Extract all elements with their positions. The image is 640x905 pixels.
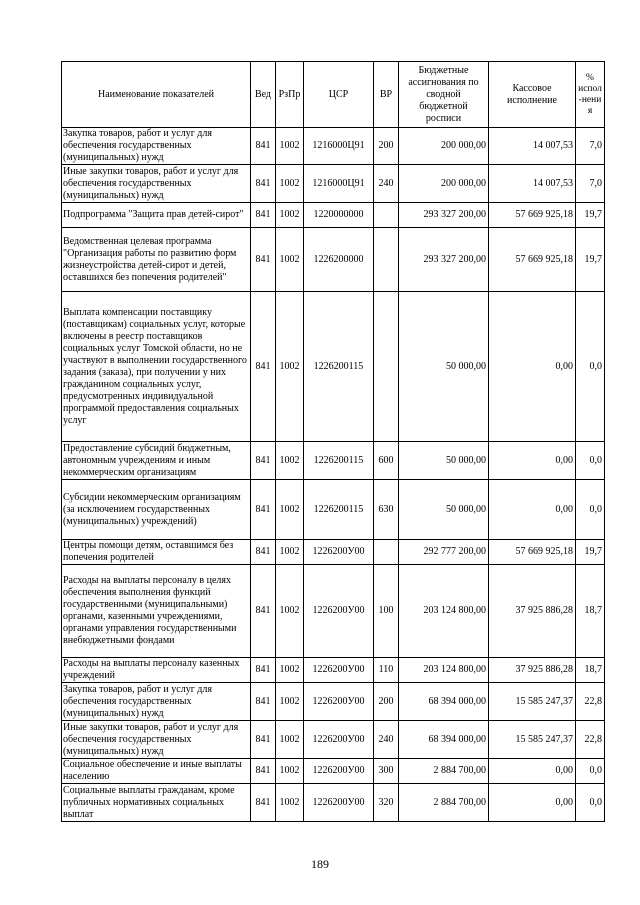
cash-value: 0,00 xyxy=(489,784,576,822)
csr-code: 1226200У00 xyxy=(304,784,374,822)
indicator-name: Расходы на выплаты персоналу казенных учреждений xyxy=(62,658,251,683)
table-row xyxy=(62,658,605,683)
header-rzpr: РзПр xyxy=(276,62,304,128)
assignments-value: 2 884 700,00 xyxy=(399,759,489,784)
ved-code: 841 xyxy=(251,721,276,759)
percent-value: 19,7 xyxy=(576,203,605,228)
percent-value: 0,0 xyxy=(576,292,605,442)
percent-value: 22,8 xyxy=(576,683,605,721)
table-row xyxy=(62,442,605,480)
percent-value: 19,7 xyxy=(576,540,605,565)
indicator-name: Иные закупки товаров, работ и услуг для обеспечения государственных (муниципальных) нужд xyxy=(62,165,251,203)
percent-value: 18,7 xyxy=(576,658,605,683)
ved-code: 841 xyxy=(251,480,276,540)
csr-code: 1226200У00 xyxy=(304,565,374,658)
assignments-value: 50 000,00 xyxy=(399,480,489,540)
csr-code: 1226200У00 xyxy=(304,658,374,683)
csr-code: 1220000000 xyxy=(304,203,374,228)
table-row xyxy=(62,540,605,565)
ved-code: 841 xyxy=(251,203,276,228)
indicator-name: Субсидии некоммерческим организациям (за исключением государственных (муниципальных) учреждений) xyxy=(62,480,251,540)
vr-code xyxy=(374,203,399,228)
indicator-name: Социальное обеспечение и иные выплаты населению xyxy=(62,759,251,784)
vr-code: 100 xyxy=(374,565,399,658)
vr-code xyxy=(374,292,399,442)
vr-code: 240 xyxy=(374,165,399,203)
cash-value: 57 669 925,18 xyxy=(489,203,576,228)
cash-value: 14 007,53 xyxy=(489,165,576,203)
csr-code: 1226200У00 xyxy=(304,683,374,721)
cash-value: 0,00 xyxy=(489,292,576,442)
cash-value: 15 585 247,37 xyxy=(489,683,576,721)
csr-code: 1226200115 xyxy=(304,442,374,480)
header-cash-execution: Кассовое исполнение xyxy=(489,62,576,128)
csr-code: 1226200115 xyxy=(304,292,374,442)
indicator-name: Социальные выплаты гражданам, кроме публичных нормативных социальных выплат xyxy=(62,784,251,822)
percent-value: 0,0 xyxy=(576,759,605,784)
ved-code: 841 xyxy=(251,442,276,480)
percent-value: 7,0 xyxy=(576,128,605,165)
assignments-value: 293 327 200,00 xyxy=(399,228,489,292)
indicator-name: Выплата компенсации поставщику (поставщикам) социальных услуг, которые включены в реестр поставщиков социальных услуг Томской области, но не участвуют в выполнении государственного задания (заказа), при получении у них гражданином социальных услуг, предусмотренных индивидуальной программой предоставления социальных услуг xyxy=(62,292,251,442)
percent-value: 22,8 xyxy=(576,721,605,759)
csr-code: 1216000Ц91 xyxy=(304,128,374,165)
rzpr-code: 1002 xyxy=(276,683,304,721)
table-body xyxy=(62,128,605,822)
rzpr-code: 1002 xyxy=(276,128,304,165)
ved-code: 841 xyxy=(251,540,276,565)
csr-code: 1216000Ц91 xyxy=(304,165,374,203)
table-row xyxy=(62,292,605,442)
header-row xyxy=(62,62,605,128)
assignments-value: 293 327 200,00 xyxy=(399,203,489,228)
budget-execution-table xyxy=(61,61,605,822)
indicator-name: Закупка товаров, работ и услуг для обеспечения государственных (муниципальных) нужд xyxy=(62,683,251,721)
cash-value: 0,00 xyxy=(489,759,576,784)
rzpr-code: 1002 xyxy=(276,228,304,292)
header-vr: ВР xyxy=(374,62,399,128)
rzpr-code: 1002 xyxy=(276,203,304,228)
vr-code xyxy=(374,540,399,565)
ved-code: 841 xyxy=(251,565,276,658)
rzpr-code: 1002 xyxy=(276,721,304,759)
ved-code: 841 xyxy=(251,759,276,784)
percent-value: 0,0 xyxy=(576,480,605,540)
csr-code: 1226200115 xyxy=(304,480,374,540)
rzpr-code: 1002 xyxy=(276,442,304,480)
vr-code: 200 xyxy=(374,683,399,721)
csr-code: 1226200У00 xyxy=(304,721,374,759)
cash-value: 57 669 925,18 xyxy=(489,540,576,565)
header-name: Наименование показателей xyxy=(62,62,251,128)
percent-value: 0,0 xyxy=(576,442,605,480)
indicator-name: Иные закупки товаров, работ и услуг для обеспечения государственных (муниципальных) нужд xyxy=(62,721,251,759)
assignments-value: 68 394 000,00 xyxy=(399,721,489,759)
csr-code: 1226200000 xyxy=(304,228,374,292)
table-row xyxy=(62,203,605,228)
ved-code: 841 xyxy=(251,292,276,442)
percent-value: 19,7 xyxy=(576,228,605,292)
vr-code: 110 xyxy=(374,658,399,683)
cash-value: 37 925 886,28 xyxy=(489,565,576,658)
percent-value: 18,7 xyxy=(576,565,605,658)
rzpr-code: 1002 xyxy=(276,784,304,822)
header-percent: % испол-нения xyxy=(576,62,605,128)
assignments-value: 2 884 700,00 xyxy=(399,784,489,822)
rzpr-code: 1002 xyxy=(276,165,304,203)
rzpr-code: 1002 xyxy=(276,759,304,784)
indicator-name: Ведомственная целевая программа "Организация работы по развитию форм жизнеустройства детей-сирот и детей, оставшихся без попечения родителей" xyxy=(62,228,251,292)
indicator-name: Центры помощи детям, оставшимся без попечения родителей xyxy=(62,540,251,565)
ved-code: 841 xyxy=(251,165,276,203)
indicator-name: Предоставление субсидий бюджетным, автономным учреждениям и иным некоммерческим организациям xyxy=(62,442,251,480)
page-number: 189 xyxy=(311,857,329,871)
csr-code: 1226200У00 xyxy=(304,759,374,784)
assignments-value: 200 000,00 xyxy=(399,128,489,165)
rzpr-code: 1002 xyxy=(276,540,304,565)
cash-value: 37 925 886,28 xyxy=(489,658,576,683)
rzpr-code: 1002 xyxy=(276,565,304,658)
ved-code: 841 xyxy=(251,784,276,822)
table-row xyxy=(62,228,605,292)
percent-value: 0,0 xyxy=(576,784,605,822)
vr-code: 630 xyxy=(374,480,399,540)
vr-code: 200 xyxy=(374,128,399,165)
indicator-name: Расходы на выплаты персоналу в целях обеспечения выполнения функций государственными (муниципальными) органами, казенными учреждениями, органами управления государственными внебюджетными фондами xyxy=(62,565,251,658)
indicator-name: Подпрограмма "Защита прав детей-сирот" xyxy=(62,203,251,228)
rzpr-code: 1002 xyxy=(276,292,304,442)
assignments-value: 50 000,00 xyxy=(399,442,489,480)
vr-code: 600 xyxy=(374,442,399,480)
header-assignments: Бюджетные ассигнования по сводной бюджетной росписи xyxy=(399,62,489,128)
assignments-value: 50 000,00 xyxy=(399,292,489,442)
assignments-value: 68 394 000,00 xyxy=(399,683,489,721)
cash-value: 15 585 247,37 xyxy=(489,721,576,759)
rzpr-code: 1002 xyxy=(276,480,304,540)
table-row xyxy=(62,784,605,822)
cash-value: 57 669 925,18 xyxy=(489,228,576,292)
table-row xyxy=(62,759,605,784)
cash-value: 0,00 xyxy=(489,480,576,540)
csr-code: 1226200У00 xyxy=(304,540,374,565)
header-ved: Вед xyxy=(251,62,276,128)
vr-code xyxy=(374,228,399,292)
rzpr-code: 1002 xyxy=(276,658,304,683)
indicator-name: Закупка товаров, работ и услуг для обеспечения государственных (муниципальных) нужд xyxy=(62,128,251,165)
ved-code: 841 xyxy=(251,128,276,165)
table-row xyxy=(62,165,605,203)
table-row xyxy=(62,721,605,759)
ved-code: 841 xyxy=(251,228,276,292)
assignments-value: 292 777 200,00 xyxy=(399,540,489,565)
table-row xyxy=(62,128,605,165)
table-row xyxy=(62,565,605,658)
percent-value: 7,0 xyxy=(576,165,605,203)
assignments-value: 200 000,00 xyxy=(399,165,489,203)
vr-code: 240 xyxy=(374,721,399,759)
assignments-value: 203 124 800,00 xyxy=(399,565,489,658)
ved-code: 841 xyxy=(251,683,276,721)
ved-code: 841 xyxy=(251,658,276,683)
cash-value: 0,00 xyxy=(489,442,576,480)
vr-code: 300 xyxy=(374,759,399,784)
cash-value: 14 007,53 xyxy=(489,128,576,165)
header-csr: ЦСР xyxy=(304,62,374,128)
vr-code: 320 xyxy=(374,784,399,822)
assignments-value: 203 124 800,00 xyxy=(399,658,489,683)
table-row xyxy=(62,480,605,540)
table-row xyxy=(62,683,605,721)
